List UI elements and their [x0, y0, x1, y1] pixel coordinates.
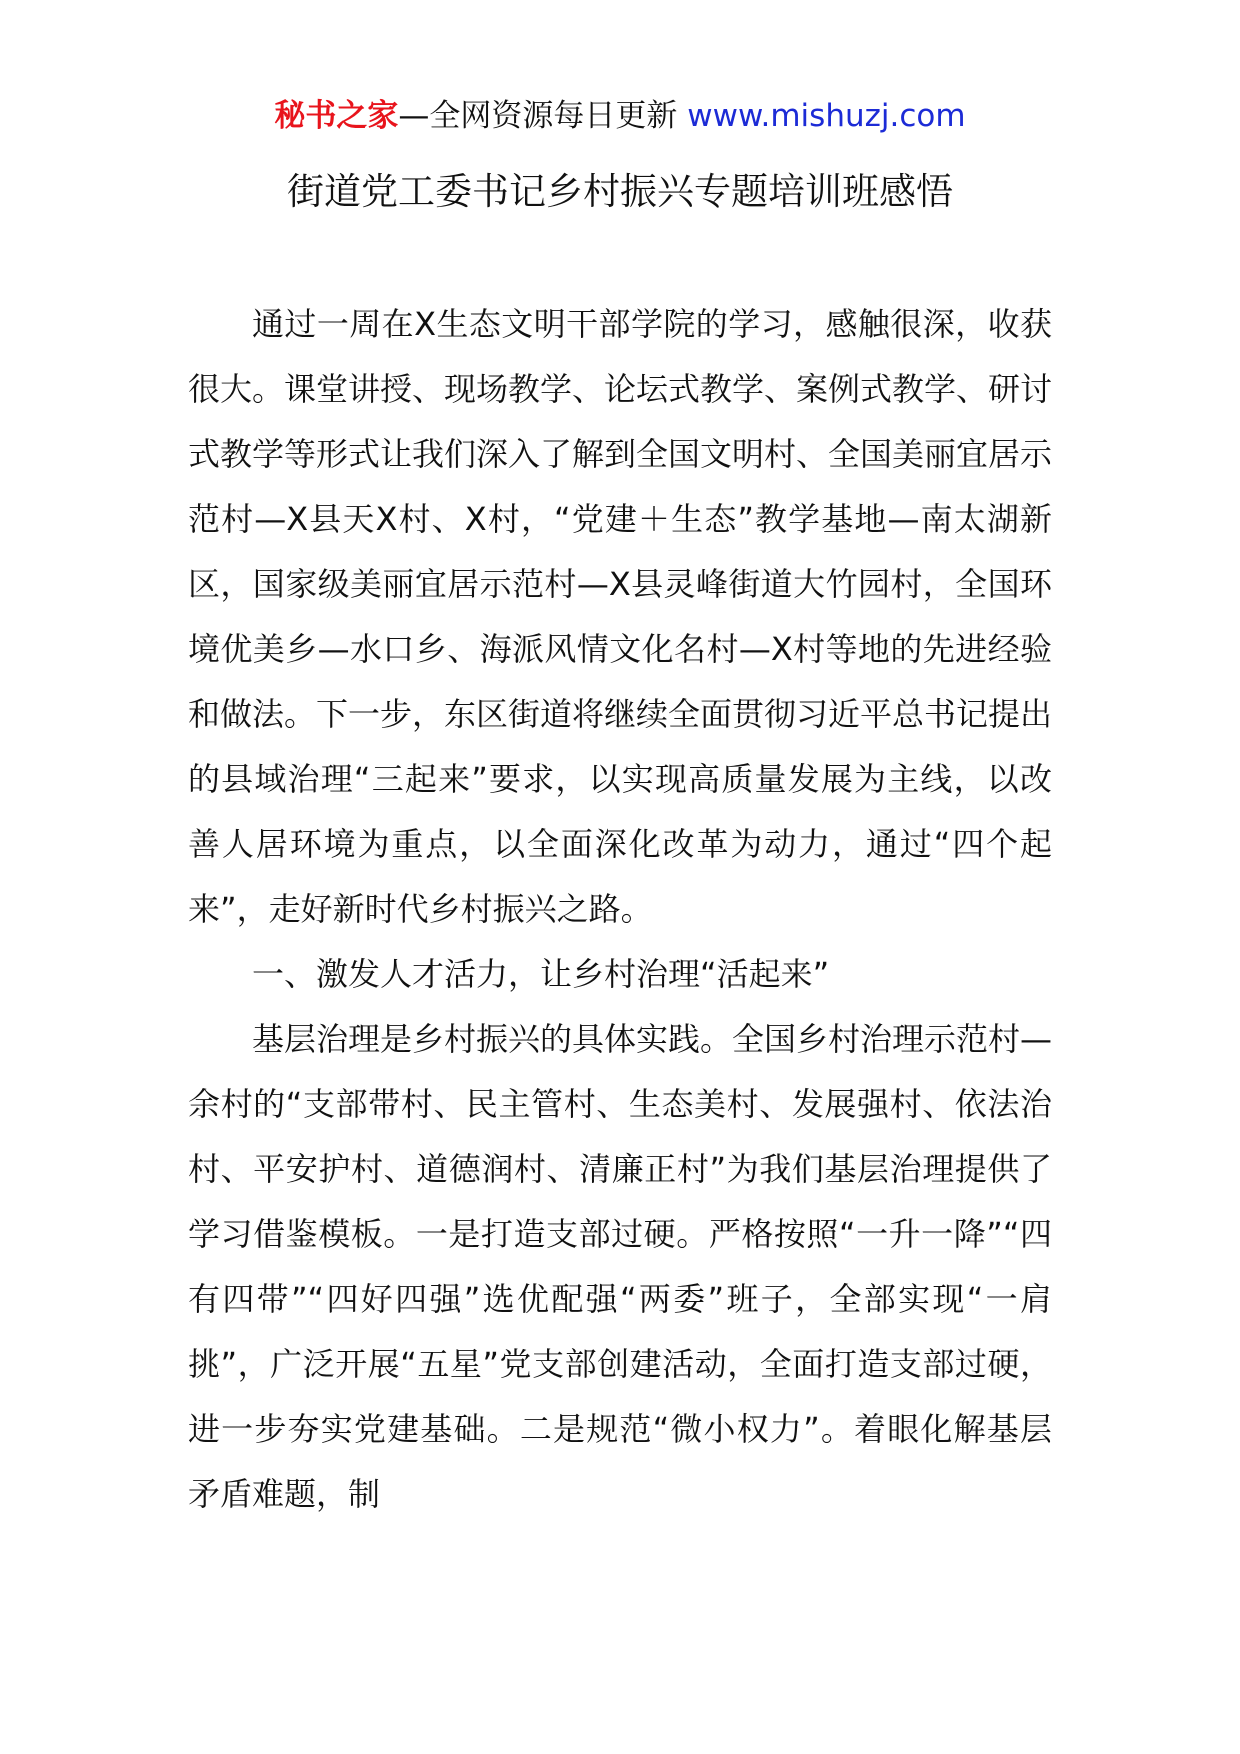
site-header [0, 96, 1240, 136]
site-tagline: —全网资源每日更新 [398, 98, 678, 134]
section-heading: 一、激发人才活力，让乡村治理“活起来” [252, 955, 830, 993]
paragraph-section-1: 基层治理是乡村振兴的具体实践。全国乡村治理示范村—余村的“支部带村、民主管村、生态美村、发展强村、依法治村、平安护村、道德润村、清廉正村”为我们基层治理提供了学习借鉴模板。一是打造支部过硬。严格按照“一升一降”“四有四带”“四好四强”选优配强“两委”班子，全部实现“一肩挑”，广泛开展“五星”党支部创建活动，全面打造支部过硬，进一步夯实党建基础。二是规范“微小权力”。着眼化解基层矛盾难题，制 [188, 1020, 1053, 1513]
site-name: 秘书之家 [274, 98, 399, 134]
paragraph-intro: 通过一周在X生态文明干部学院的学习，感触很深，收获很大。课堂讲授、现场教学、论坛式教学、案例式教学、研讨式教学等形式让我们深入了解到全国文明村、全国美丽宜居示范村—X县天X村、X村，“党建＋生态”教学基地—南太湖新区，国家级美丽宜居示范村—X县灵峰街道大竹园村，全国环境优美乡—水口乡、海派风情文化名村—X村等地的先进经验和做法。下一步，东区街道将继续全面贯彻习近平总书记提出的县域治理“三起来”要求，以实现高质量发展为主线，以改善人居环境为重点，以全面深化改革为动力，通过“四个起来”，走好新时代乡村振兴之路。 [188, 305, 1053, 928]
document-body [188, 292, 1052, 1527]
document-title: 街道党工委书记乡村振兴专题培训班感悟 [287, 170, 953, 213]
site-url-link[interactable]: www.mishuzj.com [687, 98, 966, 134]
